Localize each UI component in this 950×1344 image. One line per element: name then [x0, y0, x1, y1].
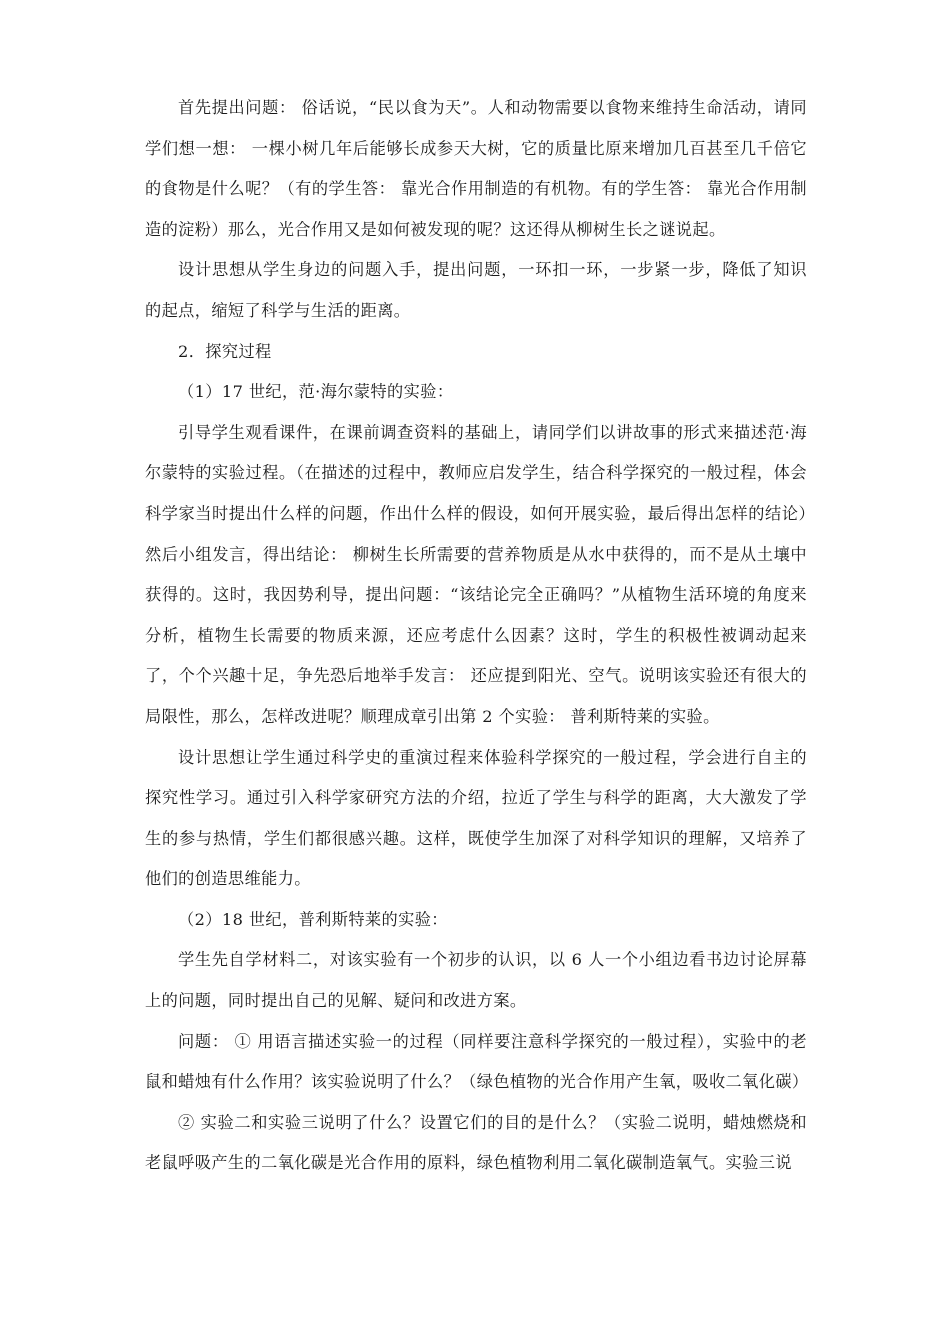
document-page: [145, 88, 807, 1184]
paragraph-intro-question: 首先提出问题： 俗话说，“民以食为天”。人和动物需要以食物来维持生命活动，请同学们想一想： 一棵小树几年后能够长成参天大树，它的质量比原来增加几百甚至几千倍它的食物是什么呢？（有的学生答： 靠光合作用制造的有机物。有的学生答： 靠光合作用制造的淀粉）那么，光合作用又是如何被发现的呢？这还得从柳树生长之谜说起。: [145, 98, 807, 239]
subheading-priestley: （2）18 世纪，普利斯特莱的实验：: [178, 909, 448, 929]
section-heading-inquiry: 2．探究过程: [178, 341, 272, 361]
paragraph-question-2: ② 实验二和实验三说明了什么？设置它们的目的是什么？（实验二说明，蜡烛燃烧和老鼠呼吸产生的二氧化碳是光合作用的原料，绿色植物利用二氧化碳制造氧气。实验三说: [145, 1112, 807, 1173]
paragraph-design-idea-2: 设计思想让学生通过科学史的重演过程来体验科学探究的一般过程，学会进行自主的探究性学习。通过引入科学家研究方法的介绍，拉近了学生与科学的距离，大大激发了学生的参与热情，学生们都很感兴趣。这样，既使学生加深了对科学知识的理解，又培养了他们的创造思维能力。: [145, 747, 807, 889]
paragraph-question-1: 问题： ① 用语言描述实验一的过程（同样要注意科学探究的一般过程），实验中的老鼠和蜡烛有什么作用？该实验说明了什么？（绿色植物的光合作用产生氧，吸收二氧化碳）: [145, 1031, 809, 1092]
subheading-helmont: （1）17 世纪，范·海尔蒙特的实验：: [178, 382, 454, 402]
paragraph-self-study: 学生先自学材料二，对该实验有一个初步的认识，以 6 人一个小组边看书边讨论屏幕上的问题，同时提出自己的见解、疑问和改进方案。: [145, 950, 807, 1011]
paragraph-helmont-experiment: 引导学生观看课件，在课前调查资料的基础上，请同学们以讲故事的形式来描述范·海尔蒙特的实验过程。（在描述的过程中，教师应启发学生，结合科学探究的一般过程，体会科学家当时提出什么样的问题，作出什么样的假设，如何开展实验，最后得出怎样的结论）然后小组发言，得出结论： 柳树生长所需要的营养物质是从水中获得的，而不是从土壤中获得的。这时，我因势利导，提出问题：“该结论完全正确吗？”从植物生活环境的角度来分析，植物生长需要的物质来源，还应考虑什么因素？这时，学生的积极性被调动起来了，个个兴趣十足，争先恐后地举手发言： 还应提到阳光、空气。说明该实验还有很大的局限性，那么，怎样改进呢？顺理成章引出第 2 个实验： 普利斯特莱的实验。: [145, 422, 807, 726]
paragraph-design-idea-1: 设计思想从学生身边的问题入手，提出问题，一环扣一环，一步紧一步，降低了知识的起点，缩短了科学与生活的距离。: [145, 260, 807, 320]
